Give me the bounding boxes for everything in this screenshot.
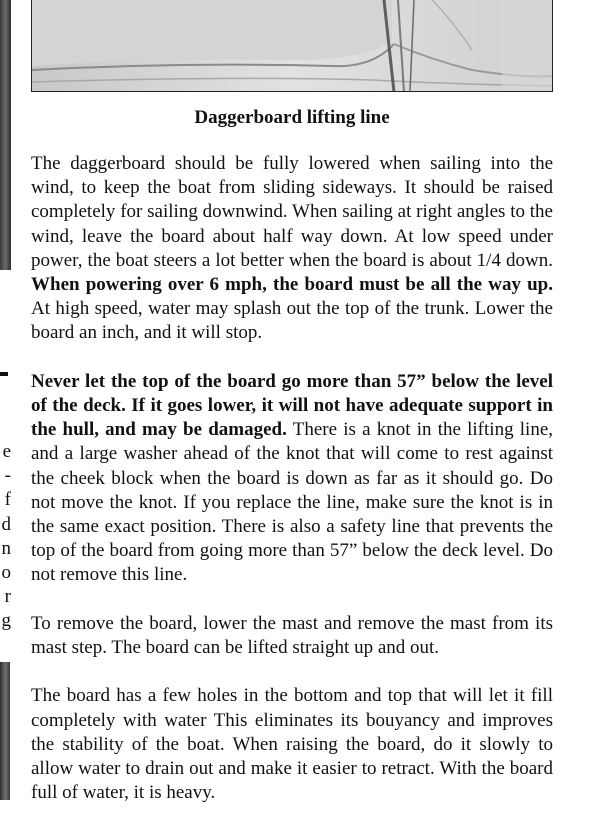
paragraph-depth-limit [31, 370, 553, 588]
daggerboard-photo [31, 0, 553, 92]
left-edge-fragment: f [4, 489, 11, 511]
warning-text: When powering over 6 mph, the board must be all the way up. [31, 274, 553, 296]
paragraph-text: There is a knot in the lifting line, and a large washer ahead of the knot that will come to rest against the cheek block when the board is down as far as it should go. Do not move the knot. If you replace the line, make sure the knot is in the same exact position. There is also a safety line that prevents the top of the board from going more than 57” below the deck level. Do not remove this line. [31, 419, 554, 586]
left-edge-rule [0, 372, 8, 376]
left-edge-photo-fragment [0, 0, 11, 270]
paragraph-holes: The board has a few holes in the bottom and top that will let it fill completely with water This eliminates its bouyancy and improves the stability of the boat. When raising the board, do it slowly to allow water to drain out and make it easier to retract. With the board full of water, it is heavy. [31, 685, 553, 804]
left-edge-fragment: n [1, 537, 11, 559]
body-text [31, 152, 553, 830]
paragraph-text: At high speed, water may splash out the top of the trunk. Lower the board an inch, and it will stop. [31, 298, 553, 344]
warning-text: Never let the top of the board go more than 57” below the level of the deck. If it goes lower, it will not have adequate support in the hull, and may be damaged. [31, 370, 553, 441]
paragraph-daggerboard-positions [31, 152, 553, 346]
left-edge-text-fragments [0, 440, 11, 634]
photo-caption: Daggerboard lifting line [194, 107, 390, 128]
paragraph-text: The daggerboard should be fully lowered when sailing into the wind, to keep the boat from sliding sideways. It should be raised completely for sailing downwind. When sailing at right angles to the wind, leave the board about half way down. At low speed under power, the boat steers a lot better when the board is about 1/4 down. [31, 153, 553, 271]
left-edge-fragment: g [1, 610, 11, 632]
left-edge-fragment: o [1, 562, 11, 584]
left-edge-fragment: d [1, 513, 11, 535]
left-edge-fragment: e [2, 441, 11, 462]
paragraph-removal: To remove the board, lower the mast and remove the mast from its mast step. The board can be lifted straight up and out. [31, 612, 553, 659]
left-edge-fragment: - [4, 465, 11, 487]
left-edge-photo-fragment-bottom [0, 662, 10, 800]
left-edge-fragment: r [4, 586, 11, 608]
